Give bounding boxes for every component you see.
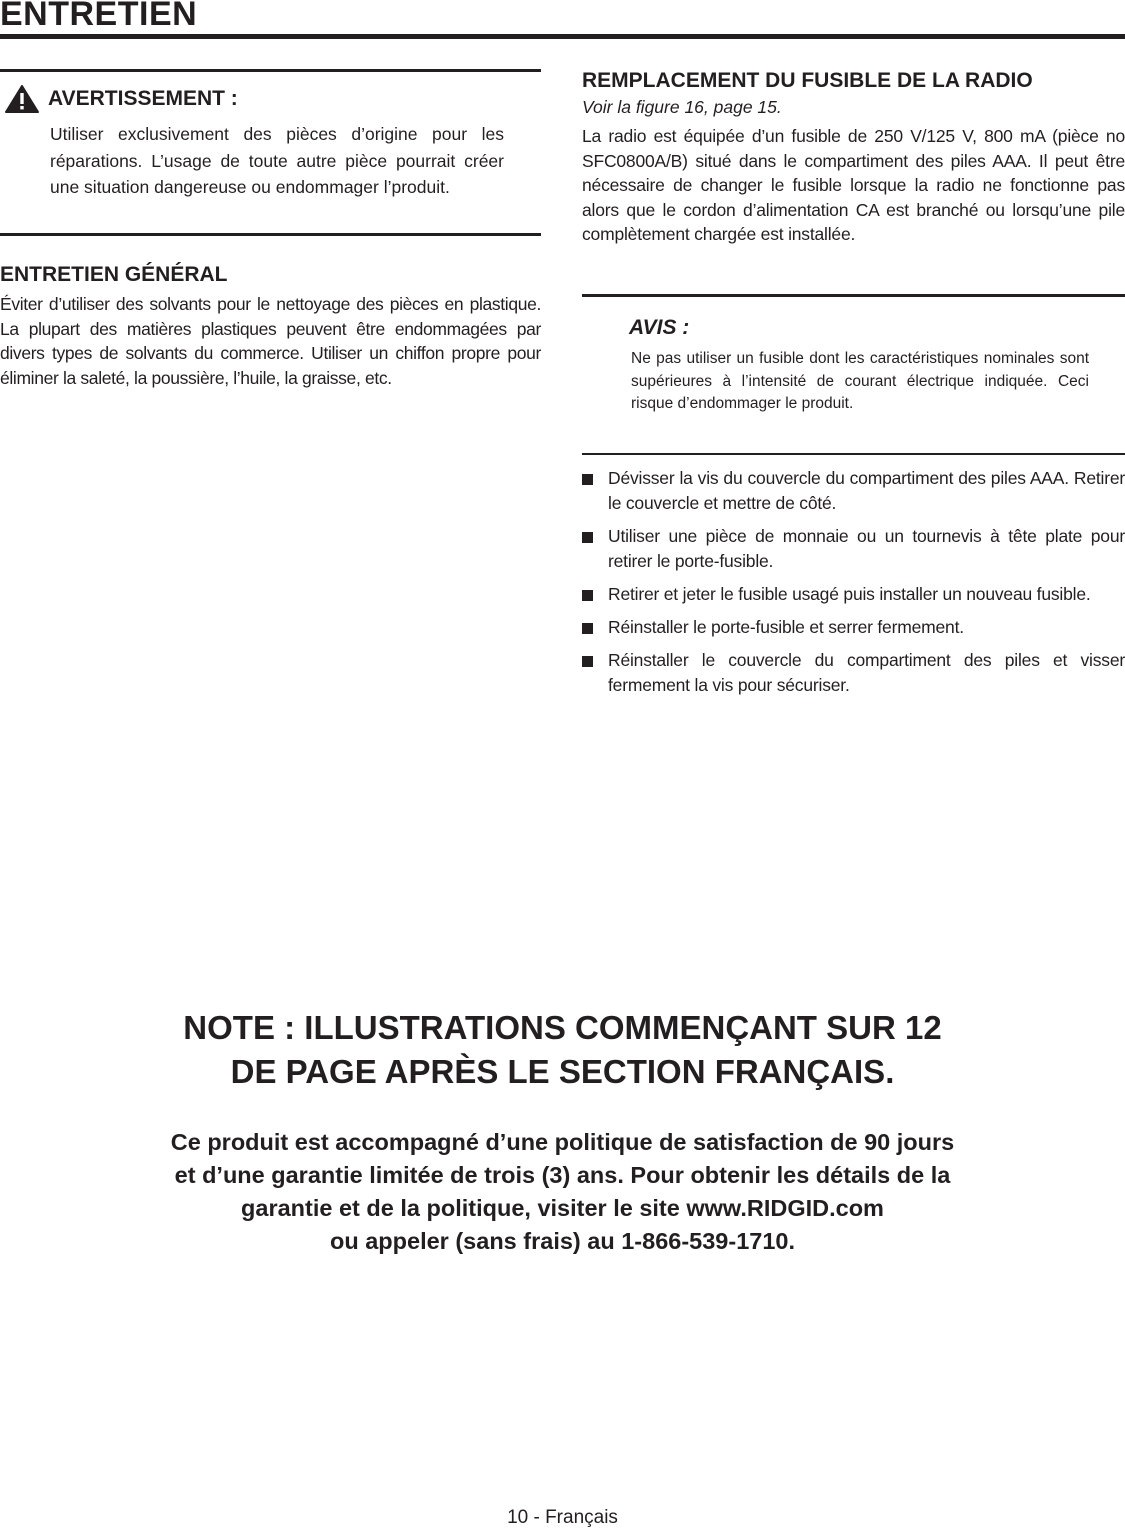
page-title: ENTRETIEN bbox=[0, 0, 198, 33]
warranty-text bbox=[0, 1126, 1125, 1258]
square-bullet-icon bbox=[582, 623, 593, 634]
notice-text: Ne pas utiliser un fusible dont les caractéristiques nominales sont supérieures à l’intensité de courant électrique indiquée. Ceci risque d’endommager le produit. bbox=[631, 350, 1089, 412]
warning-label: AVERTISSEMENT : bbox=[48, 87, 238, 110]
note-title-line: NOTE : ILLUSTRATIONS COMMENÇANT SUR 12 bbox=[183, 1009, 942, 1046]
warning-header bbox=[4, 84, 238, 114]
warning-rule-bottom bbox=[0, 233, 541, 236]
note-title bbox=[0, 1006, 1125, 1094]
step-text: Réinstaller le couvercle du compartiment des piles et visser fermement la vis pour sécuriser. bbox=[608, 650, 1125, 695]
warranty-line: et d’une garantie limitée de trois (3) ans. Pour obtenir les détails de la bbox=[174, 1162, 951, 1188]
step-text: Retirer et jeter le fusible usagé puis installer un nouveau fusible. bbox=[608, 584, 1091, 604]
title-rule bbox=[0, 34, 1125, 39]
general-maintenance-heading: ENTRETIEN GÉNÉRAL bbox=[0, 263, 228, 286]
list-item bbox=[582, 524, 1125, 574]
list-item bbox=[582, 582, 1125, 607]
list-item bbox=[582, 466, 1125, 516]
warning-rule-top bbox=[0, 69, 541, 72]
warranty-line: Ce produit est accompagné d’une politique de satisfaction de 90 jours bbox=[170, 1129, 955, 1155]
figure-reference: Voir la figure 16, page 15. bbox=[582, 97, 782, 117]
fuse-replacement-heading: REMPLACEMENT DU FUSIBLE DE LA RADIO bbox=[582, 69, 1033, 92]
warranty-line: ou appeler (sans frais) au 1-866-539-1710. bbox=[330, 1228, 795, 1254]
illustrations-note bbox=[0, 1006, 1125, 1258]
square-bullet-icon bbox=[582, 474, 593, 485]
page-footer: 10 - Français bbox=[507, 1507, 618, 1528]
square-bullet-icon bbox=[582, 590, 593, 601]
notice-label: AVIS : bbox=[629, 316, 690, 339]
warning-text: Utiliser exclusivement des pièces d’origine pour les réparations. L’usage de toute autre pièce pourrait créer une situation dangereuse ou endommager l’produit. bbox=[50, 124, 504, 197]
square-bullet-icon bbox=[582, 656, 593, 667]
notice-rule-top bbox=[582, 294, 1125, 297]
note-title-line: DE PAGE APRÈS LE SECTION FRANÇAIS. bbox=[230, 1053, 895, 1090]
fuse-replacement-body: La radio est équipée d’un fusible de 250 V/125 V, 800 mA (pièce no SFC0800A/B) situé dans le compartiment des piles AAA. Il peut être nécessaire de changer le fusible lorsque la radio ne fonctionne pas alors que le cordon d’alimentation CA est branché ou lorsqu’une pile complètement chargée est installée. bbox=[582, 126, 1125, 244]
notice-rule-bottom bbox=[582, 453, 1125, 455]
warranty-line: garantie et de la politique, visiter le site www.RIDGID.com bbox=[241, 1195, 884, 1221]
warning-box bbox=[0, 69, 541, 197]
fuse-steps-list bbox=[582, 466, 1125, 706]
list-item bbox=[582, 648, 1125, 698]
warning-triangle-icon bbox=[4, 84, 40, 114]
square-bullet-icon bbox=[582, 532, 593, 543]
list-item bbox=[582, 615, 1125, 640]
step-text: Réinstaller le porte-fusible et serrer fermement. bbox=[608, 617, 964, 637]
step-text: Dévisser la vis du couvercle du compartiment des piles AAA. Retirer le couvercle et mettre de côté. bbox=[608, 468, 1125, 513]
step-text: Utiliser une pièce de monnaie ou un tournevis à tête plate pour retirer le porte-fusible. bbox=[608, 526, 1125, 571]
general-maintenance-body: Éviter d’utiliser des solvants pour le nettoyage des pièces en plastique. La plupart des matières plastiques peuvent être endommagées par divers types de solvants du commerce. Utiliser un chiffon propre pour éliminer la saleté, la poussière, l’huile, la graisse, etc. bbox=[0, 294, 541, 388]
